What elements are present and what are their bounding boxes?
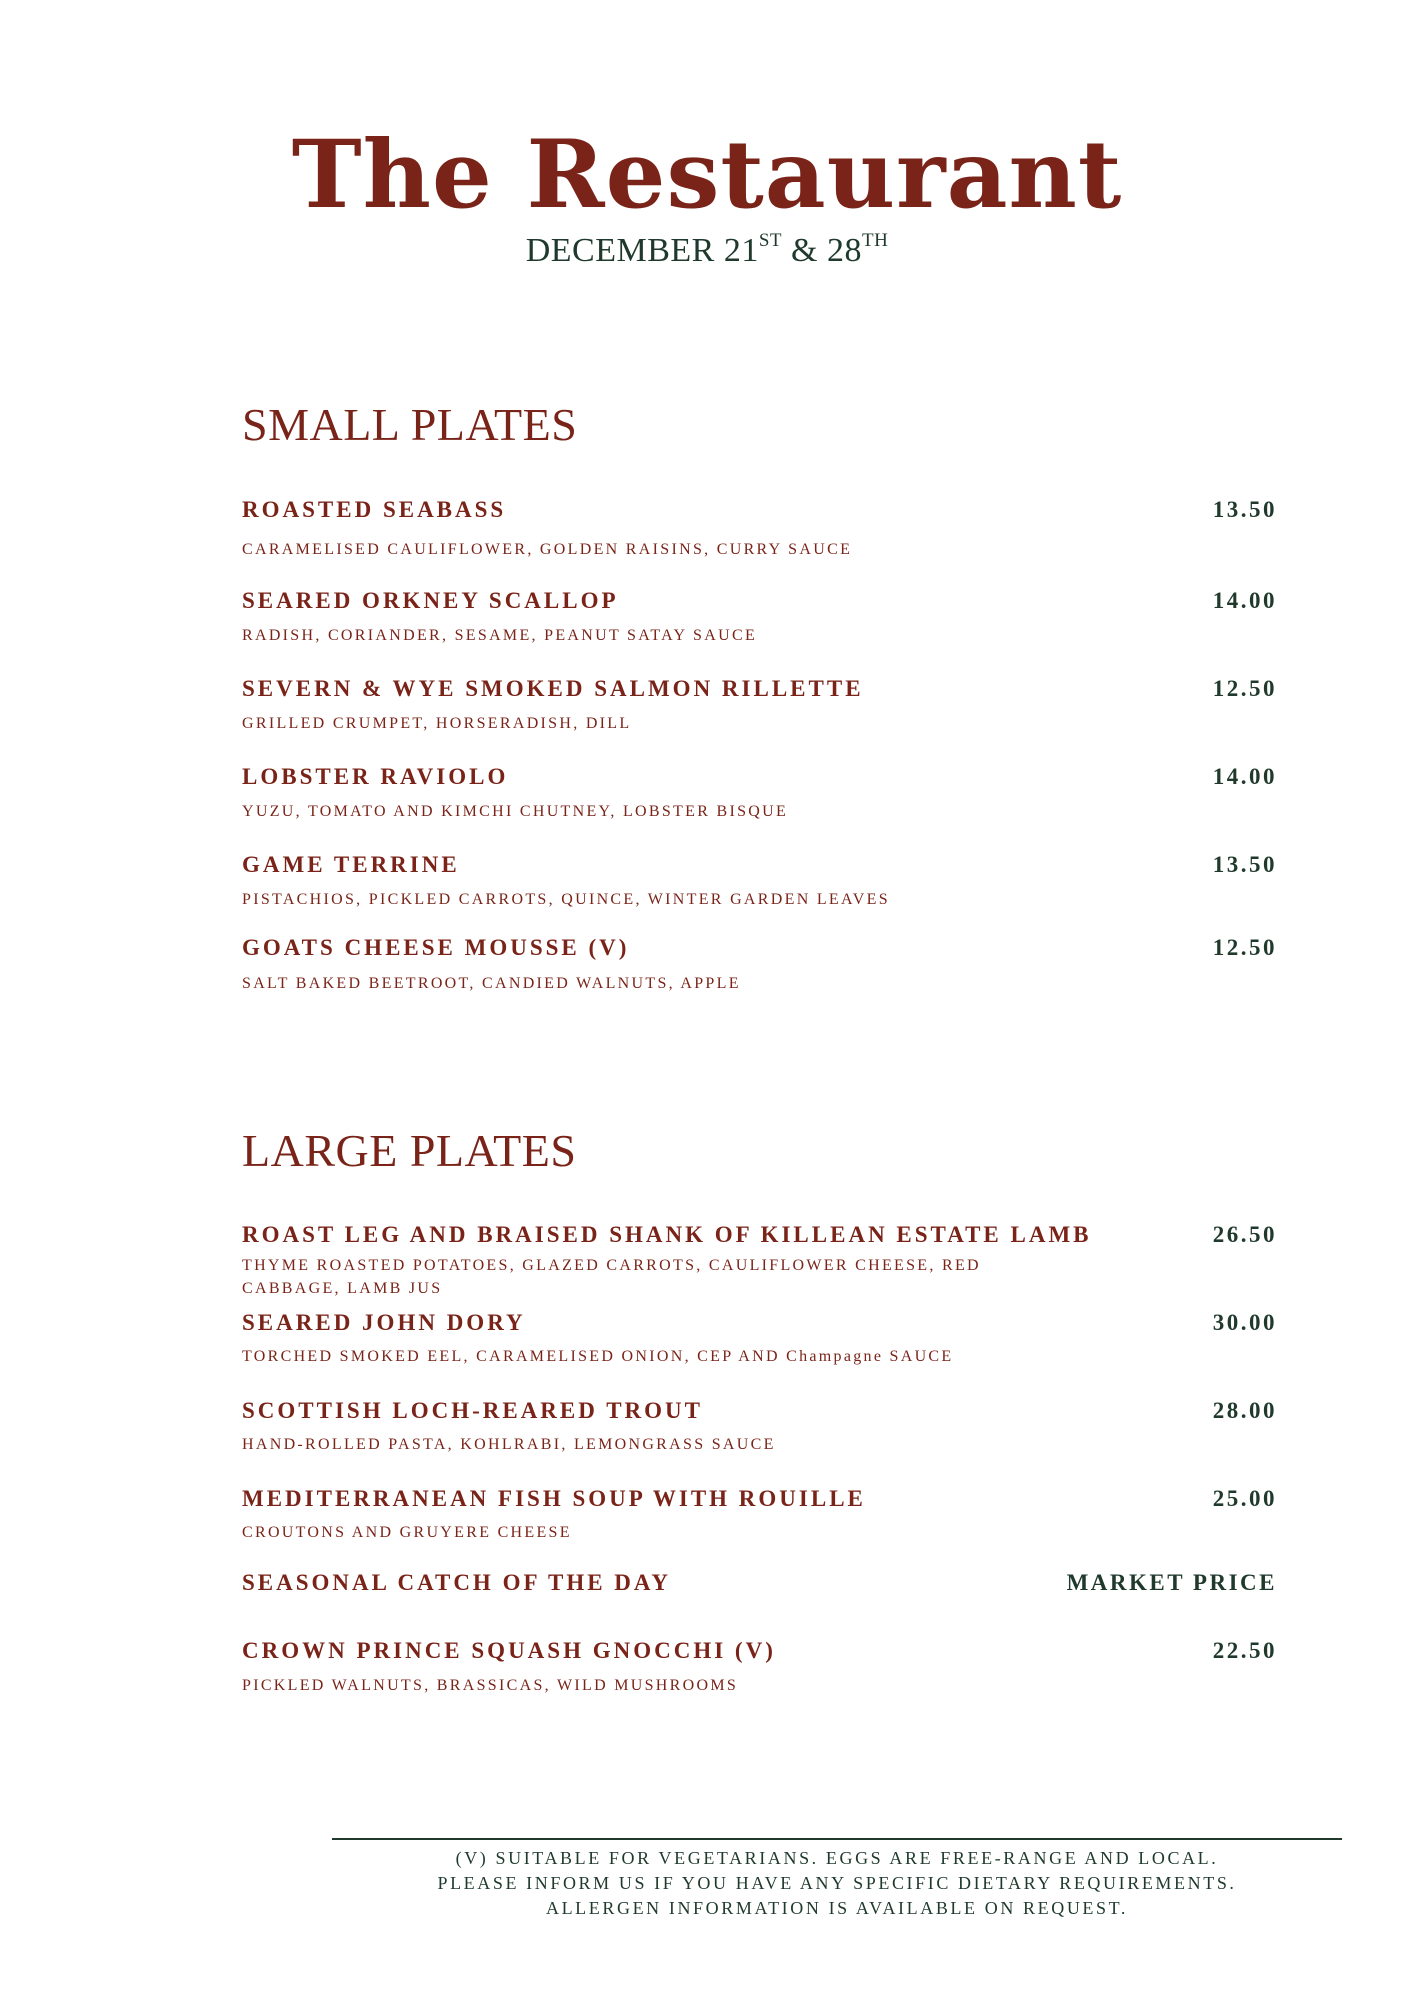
footer-line: PLEASE INFORM US IF YOU HAVE ANY SPECIFIC DIETARY REQUIREMENTS.	[437, 1873, 1237, 1893]
item-name: GOATS CHEESE MOUSSE (V)	[242, 935, 630, 960]
menu-date	[0, 232, 1414, 270]
large-plates-heading: LARGE PLATES	[242, 1125, 577, 1176]
item-name: GAME TERRINE	[242, 852, 460, 877]
item-description: CROUTONS AND GRUYERE CHEESE	[242, 1524, 572, 1541]
item-description: HAND-ROLLED PASTA, KOHLRABI, LEMONGRASS SAUCE	[242, 1436, 776, 1453]
item-name: SCOTTISH LOCH-REARED TROUT	[242, 1398, 703, 1423]
item-price: 12.50	[1212, 935, 1277, 960]
item-name: CROWN PRINCE SQUASH GNOCCHI (V)	[242, 1638, 776, 1663]
item-price: 30.00	[1212, 1310, 1277, 1335]
item-description: CARAMELISED CAULIFLOWER, GOLDEN RAISINS, CURRY SAUCE	[242, 541, 853, 558]
item-description: PISTACHIOS, PICKLED CARROTS, QUINCE, WINTER GARDEN LEAVES	[242, 891, 890, 908]
small-plates-heading: SMALL PLATES	[242, 399, 578, 450]
item-name: ROAST LEG AND BRAISED SHANK OF KILLEAN ESTATE LAMB	[242, 1222, 1092, 1247]
item-price: 13.50	[1212, 852, 1277, 877]
item-description: PICKLED WALNUTS, BRASSICAS, WILD MUSHROOMS	[242, 1677, 739, 1694]
restaurant-title: The Restaurant	[291, 120, 1123, 230]
item-name: ROASTED SEABASS	[242, 497, 507, 522]
item-description: GRILLED CRUMPET, HORSERADISH, DILL	[242, 715, 632, 732]
item-price: 14.00	[1212, 588, 1277, 613]
item-description: RADISH, CORIANDER, SESAME, PEANUT SATAY SAUCE	[242, 627, 758, 644]
item-name: LOBSTER RAVIOLO	[242, 764, 509, 789]
item-description: YUZU, TOMATO AND KIMCHI CHUTNEY, LOBSTER BISQUE	[242, 803, 789, 820]
date-text: DECEMBER 21	[525, 232, 759, 269]
item-price: 28.00	[1212, 1398, 1277, 1423]
item-price: 25.00	[1212, 1486, 1277, 1511]
item-description: THYME ROASTED POTATOES, GLAZED CARROTS, CAULIFLOWER CHEESE, RED CABBAGE, LAMB JUS	[242, 1257, 981, 1297]
item-description: TORCHED SMOKED EEL, CARAMELISED ONION, CEP AND Champagne SAUCE	[242, 1348, 954, 1365]
item-price: 22.50	[1212, 1638, 1277, 1663]
item-price: 12.50	[1212, 676, 1277, 701]
date-text-2: & 28	[782, 232, 862, 269]
item-name: SEVERN & WYE SMOKED SALMON RILLETTE	[242, 676, 864, 701]
footer-notes	[332, 1846, 1342, 1921]
item-price: MARKET PRICE	[1066, 1570, 1277, 1595]
item-price: 14.00	[1212, 764, 1277, 789]
item-name: MEDITERRANEAN FISH SOUP WITH ROUILLE	[242, 1486, 866, 1511]
footer-line: ALLERGEN INFORMATION IS AVAILABLE ON REQUEST.	[545, 1898, 1128, 1918]
footer-divider	[332, 1838, 1342, 1840]
item-name: SEARED JOHN DORY	[242, 1310, 526, 1335]
item-price: 26.50	[1212, 1222, 1277, 1247]
item-price: 13.50	[1212, 497, 1277, 522]
date-suffix-2: TH	[861, 230, 889, 251]
date-suffix-1: ST	[758, 230, 783, 251]
item-description: SALT BAKED BEETROOT, CANDIED WALNUTS, APPLE	[242, 975, 741, 992]
item-name: SEARED ORKNEY SCALLOP	[242, 588, 619, 613]
item-name: SEASONAL CATCH OF THE DAY	[242, 1570, 672, 1595]
footer-line: (V) SUITABLE FOR VEGETARIANS. EGGS ARE FREE-RANGE AND LOCAL.	[455, 1848, 1219, 1868]
